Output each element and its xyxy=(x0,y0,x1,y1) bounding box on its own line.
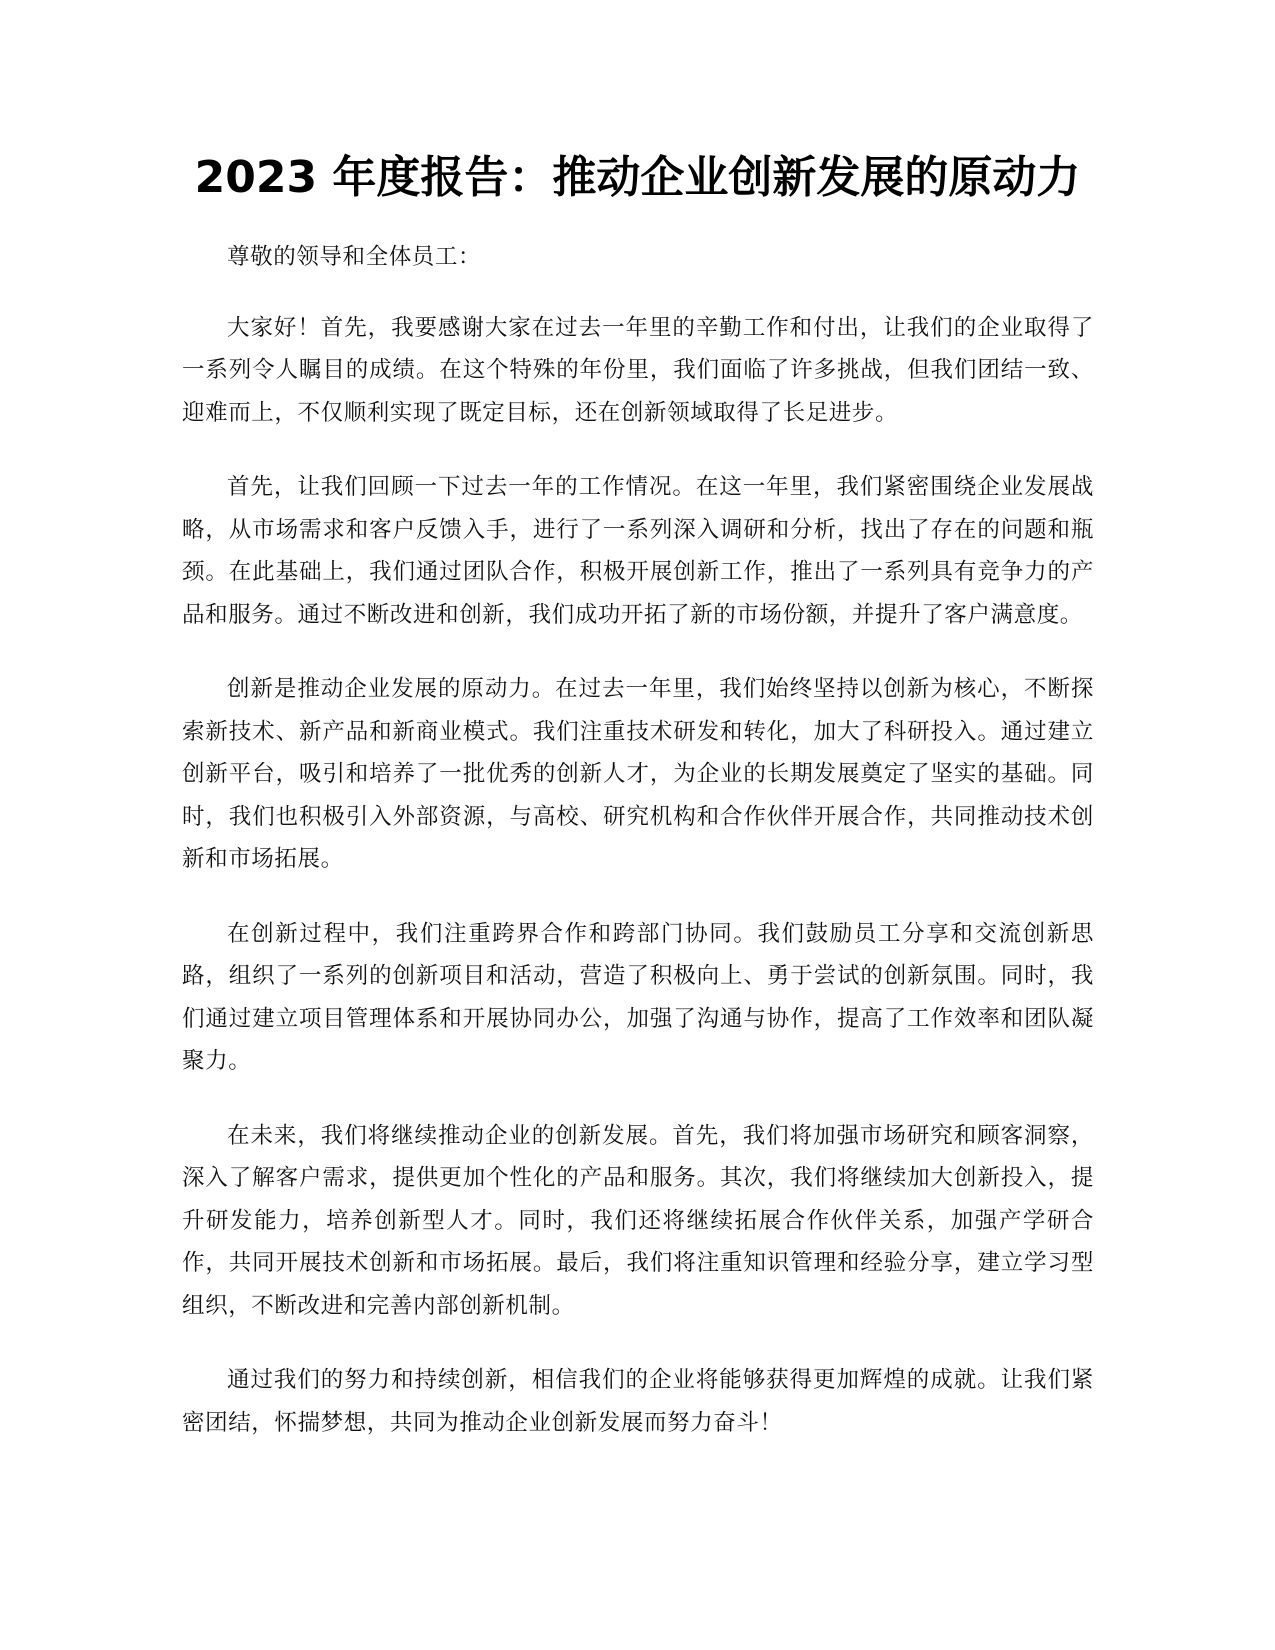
body-paragraph: 创新是推动企业发展的原动力。在过去一年里，我们始终坚持以创新为核心，不断探索新技术、新产品和新商业模式。我们注重技术研发和转化，加大了科研投入。通过建立创新平台，吸引和培养了一批优秀的创新人才，为企业的长期发展奠定了坚实的基础。同时，我们也积极引入外部资源，与高校、研究机构和合作伙伴开展合作，共同推动技术创新和市场拓展。 xyxy=(182,676,1094,872)
body-paragraph: 在未来，我们将继续推动企业的创新发展。首先，我们将加强市场研究和顾客洞察，深入了解客户需求，提供更加个性化的产品和服务。其次，我们将继续加大创新投入，提升研发能力，培养创新型人才。同时，我们还将继续拓展合作伙伴关系，加强产学研合作，共同开展技术创新和市场拓展。最后，我们将注重知识管理和经验分享，建立学习型组织，不断改进和完善内部创新机制。 xyxy=(182,1122,1094,1319)
body-paragraph: 大家好！首先，我要感谢大家在过去一年里的辛勤工作和付出，让我们的企业取得了一系列令人瞩目的成绩。在这个特殊的年份里，我们面临了许多挑战，但我们团结一致、迎难而上，不仅顺利实现了既定目标，还在创新领域取得了长足进步。 xyxy=(182,314,1094,426)
greeting-paragraph: 尊敬的领导和全体员工： xyxy=(227,244,482,270)
document-title: 2023 年度报告：推动企业创新发展的原动力 xyxy=(194,152,1081,203)
body-paragraph: 在创新过程中，我们注重跨界合作和跨部门协同。我们鼓励员工分享和交流创新思路，组织了一系列的创新项目和活动，营造了积极向上、勇于尝试的创新氛围。同时，我们通过建立项目管理体系和开展协同办公，加强了沟通与协作，提高了工作效率和团队凝聚力。 xyxy=(182,920,1094,1074)
closing-paragraph: 通过我们的努力和持续创新，相信我们的企业将能够获得更加辉煌的成就。让我们紧密团结，怀揣梦想，共同为推动企业创新发展而努力奋斗！ xyxy=(182,1367,1094,1436)
document-body xyxy=(182,236,1094,1476)
body-paragraph: 首先，让我们回顾一下过去一年的工作情况。在这一年里，我们紧密围绕企业发展战略，从市场需求和客户反馈入手，进行了一系列深入调研和分析，找出了存在的问题和瓶颈。在此基础上，我们通过团队合作，积极开展创新工作，推出了一系列具有竞争力的产品和服务。通过不断改进和创新，我们成功开拓了新的市场份额，并提升了客户满意度。 xyxy=(182,474,1094,628)
